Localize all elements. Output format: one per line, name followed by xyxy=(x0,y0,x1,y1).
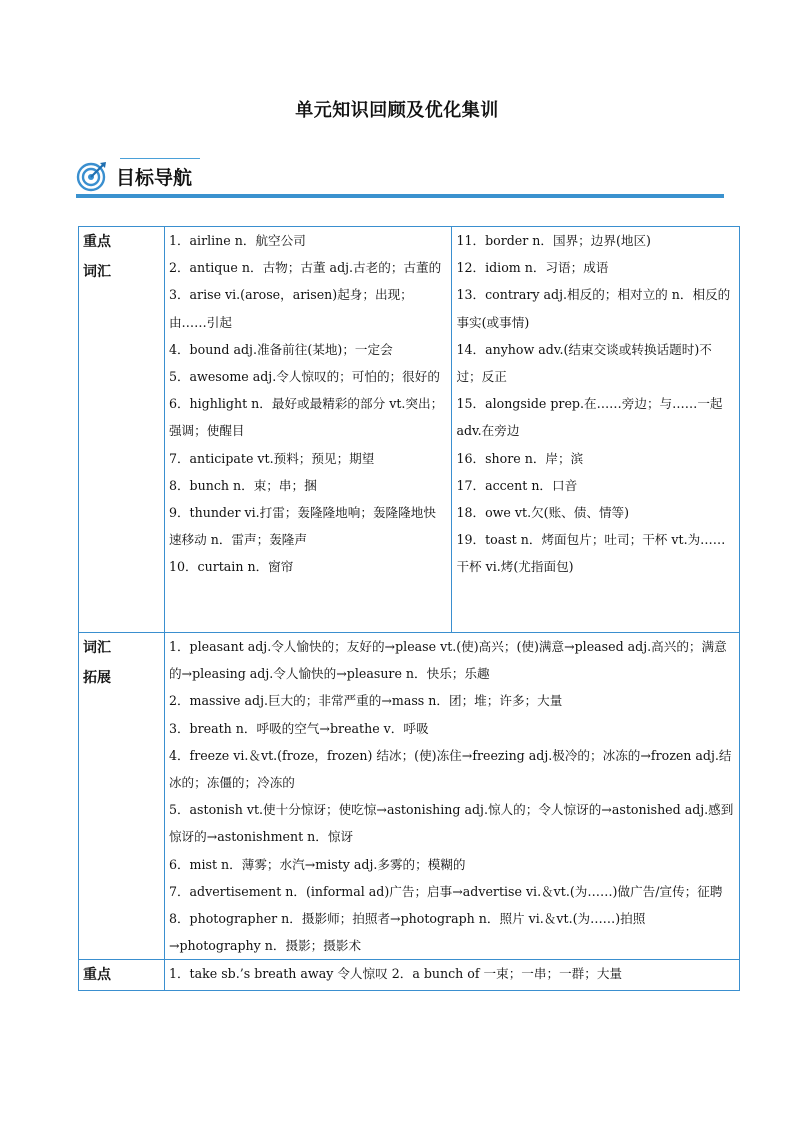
table-row xyxy=(79,227,740,633)
list-item: 8．bunch n．束；串；捆 xyxy=(168,477,317,493)
row-category: 重点 xyxy=(79,960,165,991)
list-item: 5．astonish vt.使十分惊讶；使吃惊→astonishing adj.惊人的；令人惊讶的→astonished adj.感到惊讶的→astonishment n．惊讶 xyxy=(168,802,734,845)
list-item: 5．awesome adj.令人惊叹的；可怕的；很好的 xyxy=(168,369,440,385)
list-item: 19．toast n．烤面包片；吐司；干杯 vt.为……干杯 vi.烤(尤指面包) xyxy=(456,532,726,575)
list-item: 8．photographer n．摄影师；拍照者→photograph n．照片 vi.＆vt.(为……)拍照→photography n．摄影；摄影术 xyxy=(168,911,646,954)
list-item: 1．pleasant adj.令人愉快的；友好的→please vt.(使)高兴；(使)满意→pleased adj.高兴的；满意的→pleasing adj.令人愉快的→pleasure n．快乐；乐趣 xyxy=(168,639,727,682)
table-row xyxy=(79,960,740,991)
list-item: 9．thunder vi.打雷；轰隆隆地响；轰隆隆地快速移动 n．雷声；轰隆声 xyxy=(168,505,436,548)
list-item: 14．anyhow adv.(结束交谈或转换话题时)不过；反正 xyxy=(456,341,712,385)
list-item: 1．take sb.’s breath away 令人惊叹 2．a bunch of 一束；一串；一群；大量 xyxy=(168,966,623,982)
vocab-table xyxy=(78,226,740,991)
list-item: 10．curtain n．窗帘 xyxy=(168,559,294,575)
list-item: 2．massive adj.巨大的；非常严重的→mass n．团；堆；许多；大量 xyxy=(168,693,563,709)
section-label: 目标导航 xyxy=(116,167,193,189)
list-item: 3．arise vi.(arose，arisen)起身；出现；由……引起 xyxy=(168,287,413,330)
list-item: 2．antique n．古物；古董 adj.古老的；古董的 xyxy=(168,260,442,276)
vocab-right-column xyxy=(452,227,740,633)
list-item: 6．mist n．薄雾；水汽→misty adj.多雾的；模糊的 xyxy=(168,856,466,872)
phrase-list xyxy=(164,960,739,991)
list-item: 16．shore n．岸；滨 xyxy=(456,450,584,466)
header-underline xyxy=(76,194,724,198)
list-item: 1．airline n．航空公司 xyxy=(168,233,306,248)
page-title: 单元知识回顾及优化集训 xyxy=(295,100,499,121)
target-icon xyxy=(76,160,108,192)
list-item: 13．contrary adj.相反的；相对立的 n．相反的事实(或事情) xyxy=(456,287,731,330)
list-item: 4．bound adj.准备前往(某地)；一定会 xyxy=(168,341,393,357)
vocab-extension-list xyxy=(164,633,739,960)
row-category: 词汇 拓展 xyxy=(79,633,165,960)
list-item: 4．freeze vi.＆vt.(froze，frozen) 结冰；(使)冻住→freezing adj.极冷的；冰冻的→frozen adj.结冰的；冻僵的；冷冻的 xyxy=(168,747,732,791)
list-item: 18．owe vt.欠(账、债、情等) xyxy=(456,505,630,521)
list-item: 7．advertisement n．(informal ad)广告；启事→advertise vi.＆vt.(为……)做广告/宣传；征聘 xyxy=(168,883,723,899)
list-item: 7．anticipate vt.预料；预见；期望 xyxy=(168,450,375,466)
list-item: 12．idiom n．习语；成语 xyxy=(456,260,609,276)
header-top-line xyxy=(120,158,200,159)
list-item: 3．breath n．呼吸的空气→breathe v．呼吸 xyxy=(168,720,429,736)
row-category: 重点 词汇 xyxy=(79,227,165,633)
list-item: 11．border n．国界；边界(地区) xyxy=(456,233,651,248)
table-row xyxy=(79,633,740,960)
section-header xyxy=(76,156,724,198)
list-item: 6．highlight n．最好或最精彩的部分 vt.突出；强调；使醒目 xyxy=(168,396,444,439)
vocab-left-column xyxy=(164,227,452,633)
list-item: 17．accent n．口音 xyxy=(456,477,578,493)
list-item: 15．alongside prep.在……旁边；与……一起 adv.在旁边 xyxy=(456,396,723,439)
